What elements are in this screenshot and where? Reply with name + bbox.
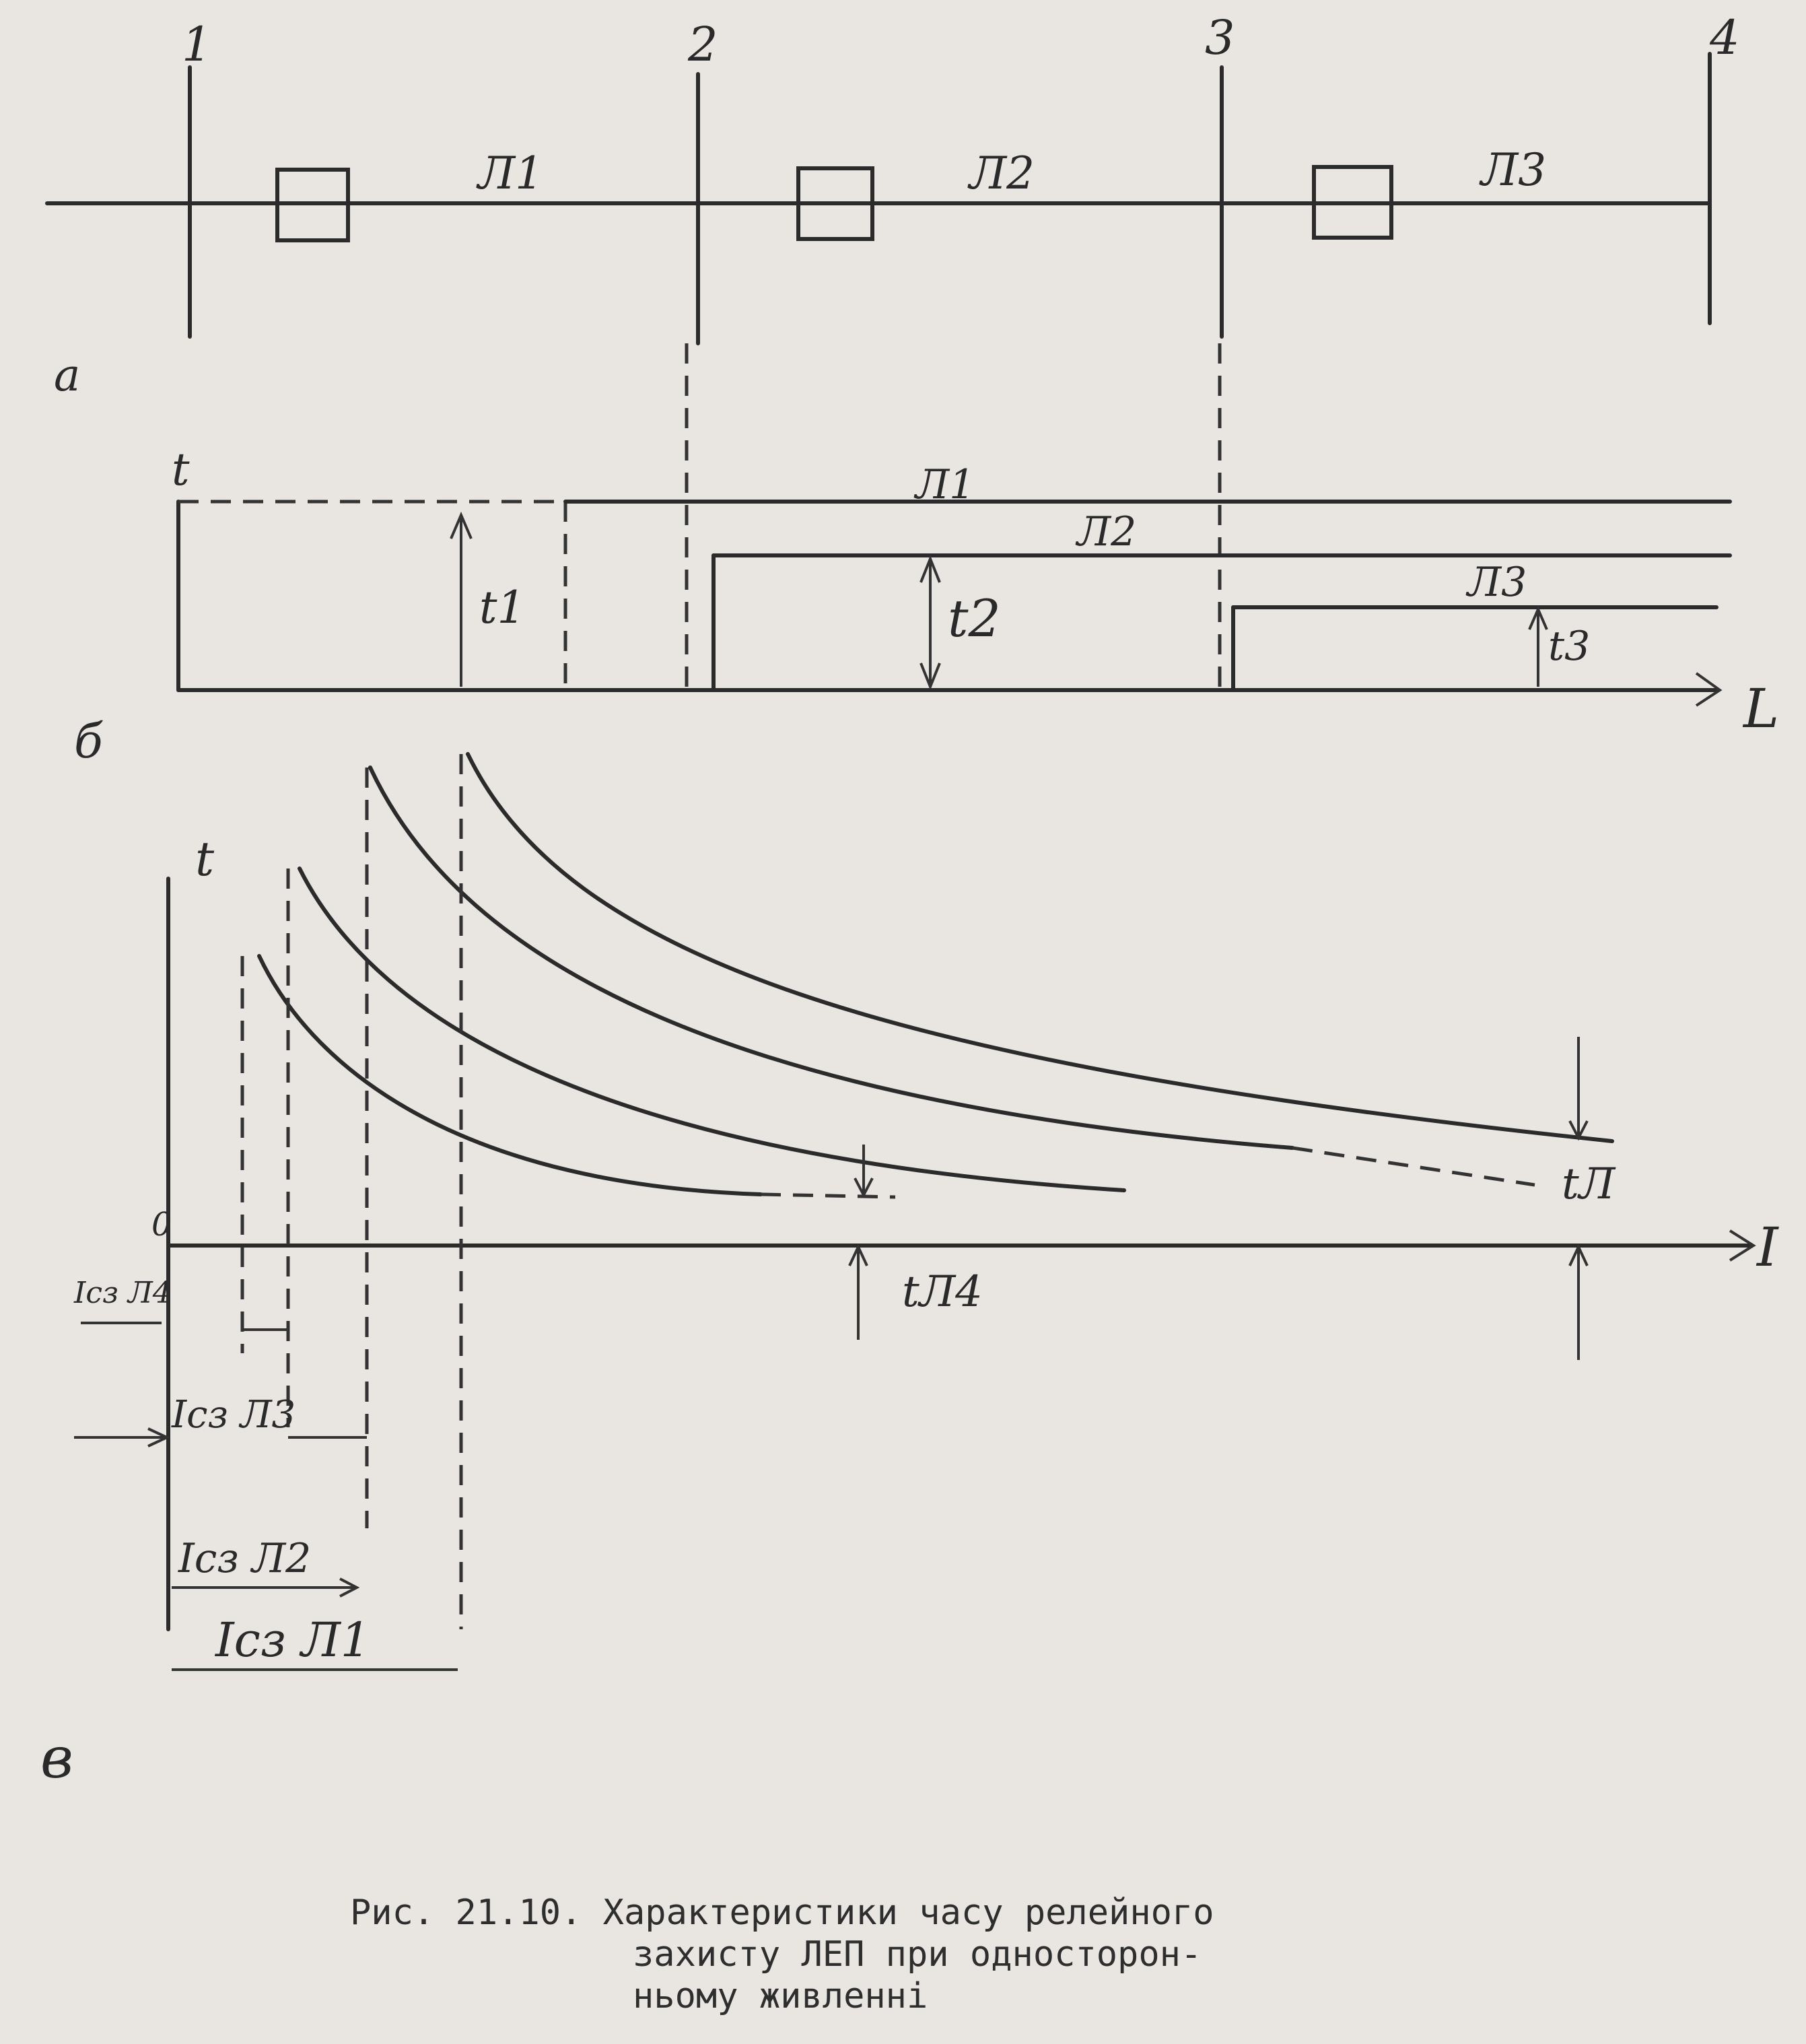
current-label-l4: Iсз Л4 — [74, 1276, 172, 1310]
step-label-l2: Л2 — [1077, 508, 1137, 555]
panel-label-b: б — [74, 714, 103, 769]
t-axis-label-b: t — [172, 444, 190, 496]
l-axis-label: L — [1743, 677, 1780, 740]
current-label-l3: Iсз Л3 — [172, 1393, 296, 1437]
caption-line-1: Рис. 21.10. Характеристики часу релейного — [350, 1893, 1214, 1933]
curve-l3 — [300, 868, 1124, 1190]
curve-l2-tail — [1292, 1148, 1535, 1185]
line-label-1: Л1 — [478, 147, 544, 199]
curve-l2 — [370, 768, 1292, 1148]
curve-l4 — [259, 956, 761, 1194]
i-axis-label: I — [1757, 1216, 1778, 1279]
t-axis-label-c: t — [195, 831, 215, 887]
panel-label-a: а — [54, 349, 81, 401]
inverse-time-panel — [40, 754, 1779, 1791]
time-label-tl4: tЛ4 — [902, 1267, 983, 1317]
panel-label-c: в — [40, 1725, 73, 1791]
time-step-panel — [74, 444, 1779, 769]
bus-label-4: 4 — [1710, 10, 1740, 65]
step-label-l3: Л3 — [1467, 559, 1527, 606]
bus-label-1: 1 — [182, 17, 212, 72]
delay-label-t1: t1 — [479, 582, 526, 634]
caption-line-2: захисту ЛЕП при односторон- — [633, 1934, 1202, 1975]
line-label-2: Л2 — [969, 147, 1035, 199]
origin-label: 0 — [151, 1206, 172, 1244]
delay-label-t3: t3 — [1548, 623, 1591, 670]
line-label-3: Л3 — [1481, 144, 1547, 196]
network-panel — [47, 10, 1740, 401]
step-label-l1: Л1 — [915, 461, 975, 508]
curve-l4-tail — [761, 1194, 895, 1197]
figure-caption — [350, 1892, 1427, 2017]
caption-line-3: ньому живленні — [633, 1976, 928, 2016]
bus-label-2: 2 — [688, 17, 718, 72]
curve-l1 — [468, 754, 1612, 1141]
time-label-tl: tЛ — [1562, 1159, 1616, 1209]
delay-label-t2: t2 — [948, 588, 1001, 648]
current-label-l2: Iсз Л2 — [178, 1535, 312, 1582]
current-label-l1: Iсз Л1 — [215, 1612, 371, 1668]
bus-label-3: 3 — [1205, 10, 1235, 65]
